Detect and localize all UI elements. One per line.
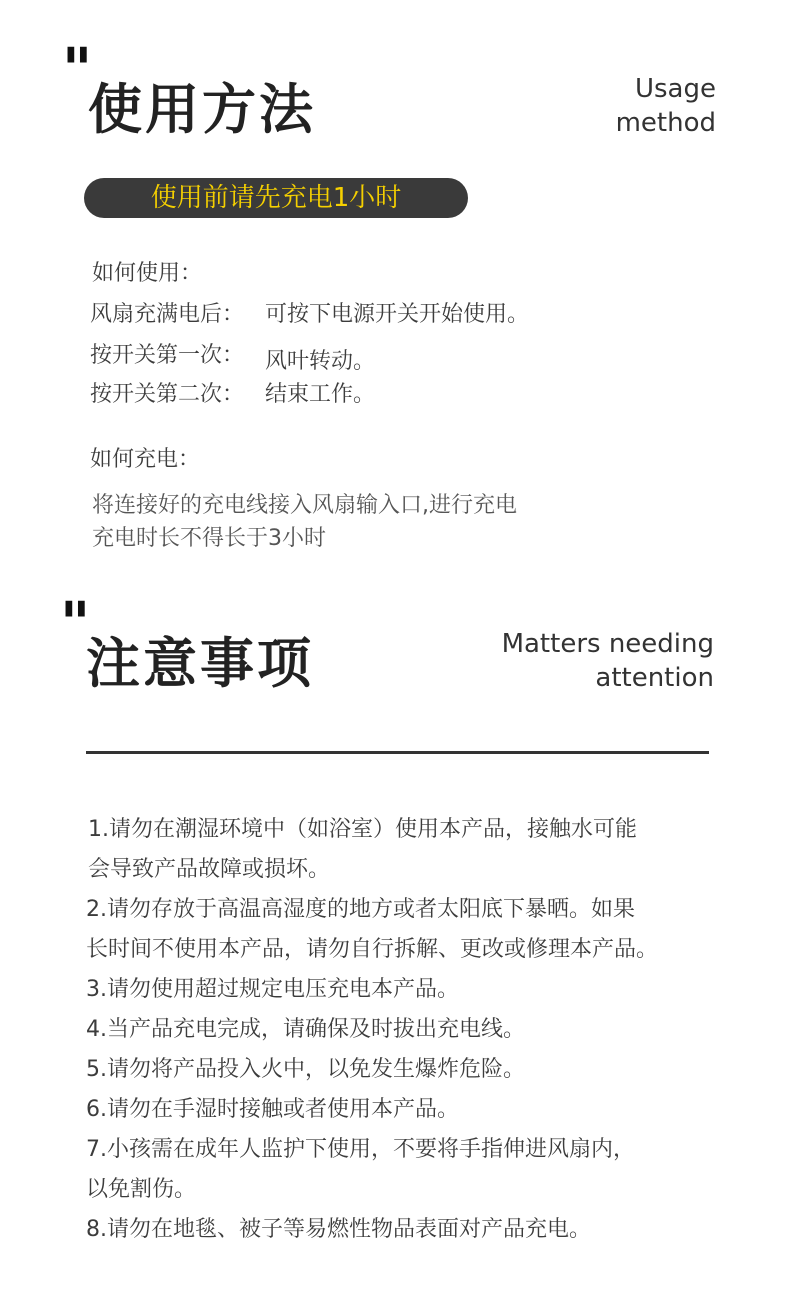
usage-english-line1: Usage	[634, 74, 716, 104]
notice-item: 8.请勿在地毯、被子等易燃性物品表面对产品充电。	[86, 1217, 591, 1242]
notice-item: 2.请勿存放于高温高湿度的地方或者太阳底下暴晒。如果	[86, 897, 635, 922]
quote-mark-icon: "	[60, 589, 85, 657]
how-to-use-label: 如何使用：	[92, 261, 203, 286]
notice-item: 以免割伤。	[86, 1177, 197, 1202]
attention-english-title	[374, 627, 714, 695]
notice-item: 5.请勿将产品投入火中，以免发生爆炸危险。	[86, 1057, 525, 1082]
notice-item: 会导致产品故障或损坏。	[88, 857, 331, 882]
usage-line-value: 可按下电源开关开始使用。	[265, 302, 530, 327]
section-divider	[86, 751, 709, 754]
usage-line-value: 风叶转动。	[265, 349, 376, 374]
usage-line-value: 结束工作。	[265, 382, 376, 407]
notice-item: 1.请勿在潮湿环境中（如浴室）使用本产品，接触水可能	[88, 817, 637, 842]
usage-line-label: 按开关第一次：	[90, 343, 245, 368]
usage-line-label: 风扇充满电后：	[90, 302, 245, 327]
notice-item: 6.请勿在手湿时接触或者使用本产品。	[86, 1097, 459, 1122]
charge-first-banner: 使用前请先充电1小时	[84, 178, 468, 218]
usage-english-line2: method	[615, 108, 716, 138]
attention-english-line1: Matters needing	[501, 629, 714, 659]
usage-line-label: 按开关第二次：	[90, 382, 245, 407]
notice-item: 长时间不使用本产品，请勿自行拆解、更改或修理本产品。	[86, 937, 659, 962]
usage-heading: 使用方法	[88, 78, 316, 141]
notice-item: 7.小孩需在成年人监护下使用，不要将手指伸进风扇内，	[86, 1137, 635, 1162]
attention-heading: 注意事项	[86, 632, 314, 695]
notice-item: 3.请勿使用超过规定电压充电本产品。	[86, 977, 459, 1002]
charge-line: 将连接好的充电线接入风扇输入口,进行充电	[92, 493, 517, 518]
charge-line: 充电时长不得长于3小时	[92, 526, 326, 551]
quote-mark-icon: "	[62, 35, 87, 103]
attention-english-line2: attention	[595, 663, 714, 693]
notice-item: 4.当产品充电完成，请确保及时拔出充电线。	[86, 1017, 525, 1042]
usage-english-title	[456, 72, 716, 140]
how-to-charge-label: 如何充电：	[90, 447, 201, 472]
